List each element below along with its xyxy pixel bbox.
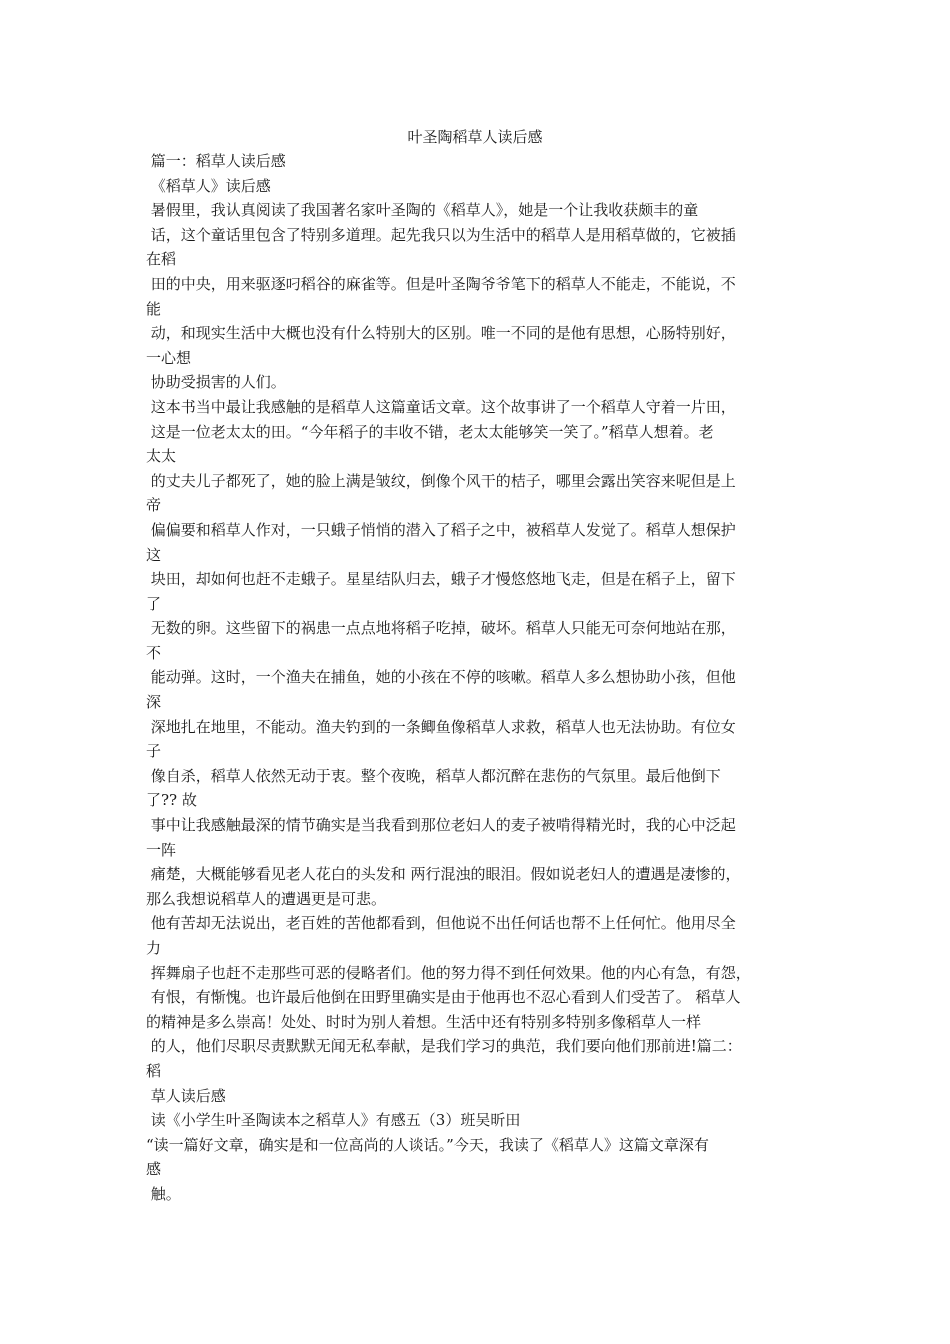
text-line: 草人读后感	[146, 1086, 226, 1105]
text-line: 这本书当中最让我感触的是稻草人这篇童话文章。这个故事讲了一个稻草人守着一片田，	[146, 397, 736, 416]
text-line: 深地扎在地里，不能动。渔夫钓到的一条鲫鱼像稻草人求救，稻草人也无法协助。有位女	[146, 717, 736, 736]
text-line: 稻	[146, 1061, 162, 1080]
text-line: 这	[146, 545, 162, 564]
document-title: 叶圣陶稻草人读后感	[407, 128, 543, 146]
text-line: 动，和现实生活中大概也没有什么特别大的区别。唯一不同的是他有思想，心肠特别好，	[146, 324, 736, 343]
text-line: 的人，他们尽职尽责默默无闻无私奉献，是我们学习的典范，我们要向他们那前进!篇二：	[146, 1037, 742, 1056]
text-line: 暑假里，我认真阅读了我国著名家叶圣陶的《稻草人》，她是一个让我收获颇丰的童	[146, 201, 699, 220]
text-line: 读《小学生叶圣陶读本之稻草人》有感五（3）班吴昕田	[146, 1111, 521, 1130]
text-line: 一阵	[146, 840, 177, 859]
text-line: 他有苦却无法说出，老百姓的苦他都看到，但他说不出任何话也帮不上任何忙。他用尽全	[146, 914, 736, 933]
text-line: 能动弹。这时，一个渔夫在捕鱼，她的小孩在不停的咳嗽。稻草人多么想协助小孩，但他	[146, 668, 736, 687]
text-line: 在稻	[146, 250, 177, 269]
text-line: 有恨，有惭愧。也许最后他倒在田野里确实是由于他再也不忍心看到人们受苦了。 稻草人	[146, 988, 741, 1007]
text-line: 的丈夫儿子都死了，她的脸上满是皱纹，倒像个风干的桔子，哪里会露出笑容来呢但是上	[146, 471, 736, 490]
text-line: 一心想	[146, 348, 192, 367]
text-line: 触。	[146, 1184, 181, 1203]
text-line: 协助受损害的人们。	[146, 373, 286, 392]
text-line: 了	[146, 594, 162, 613]
text-line: 不	[146, 643, 162, 662]
text-line: 块田，却如何也赶不走蛾子。星星结队归去，蛾子才慢悠悠地飞走，但是在稻子上，留下	[146, 570, 736, 589]
text-line: 篇一：稻草人读后感	[146, 152, 286, 170]
text-line: 子	[146, 742, 162, 761]
text-line: “读一篇好文章，确实是和一位高尚的人谈话。”今天，我读了《稻草人》这篇文章深有	[146, 1135, 709, 1154]
text-line: 挥舞扇子也赶不走那些可恶的侵略者们。他的努力得不到任何效果。他的内心有急，有怨，	[146, 963, 751, 982]
text-line: 偏偏要和稻草人作对，一只蛾子悄悄的潜入了稻子之中，被稻草人发觉了。稻草人想保护	[146, 520, 736, 539]
text-line: 帝	[146, 496, 162, 515]
text-line: 像自杀，稻草人依然无动于衷。整个夜晚，稻草人都沉醉在悲伤的气氛里。最后他倒下	[146, 766, 721, 785]
text-line: 感	[146, 1160, 162, 1179]
text-line: 了?? 故	[146, 791, 197, 810]
text-line: 痛楚，大概能够看见老人花白的头发和 两行混浊的眼泪。假如说老妇人的遭遇是凄惨的，	[146, 865, 741, 884]
text-line: 太太	[146, 447, 177, 466]
text-line: 力	[146, 939, 162, 957]
text-line: 的精神是多么崇高！处处、时时为别人着想。生活中还有特别多特别多像稻草人一样	[146, 1012, 702, 1031]
text-line: 那么我想说稻草人的遭遇更是可悲。	[146, 889, 387, 908]
text-line: 田的中央，用来驱逐叼稻谷的麻雀等。但是叶圣陶爷爷笔下的稻草人不能走，不能说，不	[146, 274, 736, 293]
text-line: 这是一位老太太的田。“今年稻子的丰收不错，老太太能够笑一笑了。”稻草人想着。老	[146, 422, 714, 441]
text-line: 事中让我感触最深的情节确实是当我看到那位老妇人的麦子被啃得精光时，我的心中泛起	[146, 816, 736, 835]
text-line: 深	[146, 693, 162, 712]
text-line: 能	[146, 299, 162, 318]
text-line: 话，这个童话里包含了特别多道理。起先我只以为生活中的稻草人是用稻草做的，它被插	[146, 225, 736, 244]
document-body	[146, 149, 826, 1207]
text-line: 无数的卵。这些留下的祸患一点点地将稻子吃掉，破坏。稻草人只能无可奈何地站在那，	[146, 619, 736, 638]
text-line: 《稻草人》读后感	[146, 176, 271, 195]
